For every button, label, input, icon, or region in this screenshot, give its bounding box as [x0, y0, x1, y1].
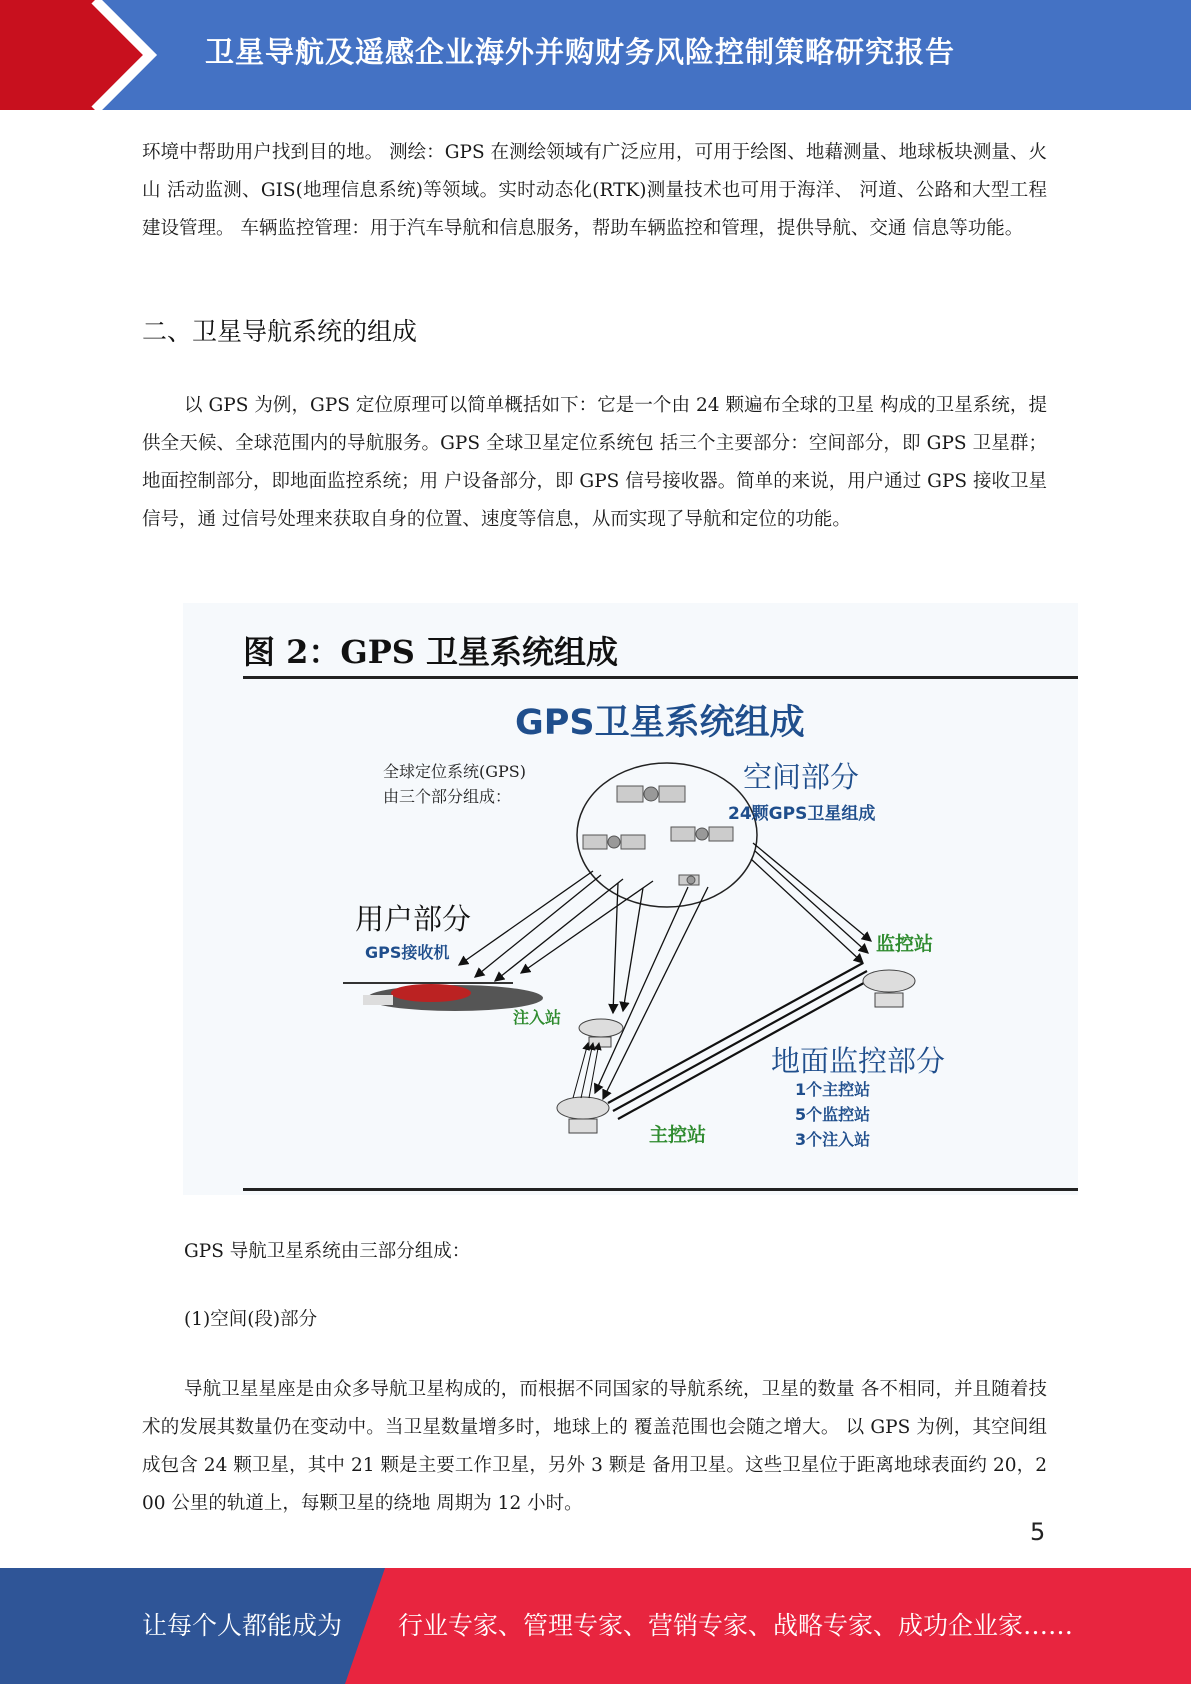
page-number: 5 [1030, 1518, 1046, 1546]
figure-bottom-rule [243, 1188, 1078, 1191]
injection-station-label: 注入站 [513, 1008, 562, 1027]
gps-diagram-graphics [183, 603, 1078, 1195]
paragraph-gps-principle: 以 GPS 为例，GPS 定位原理可以简单概括如下：它是一个由 24 颗遍布全球的卫星 构成的卫星系统，提供全天候、全球范围内的导航服务。GPS 全球卫星定位系统包 括三个主要部分：空间部分，即 GPS 卫星群；地面控制部分，即地面监控系统；用 户设备部分，即 GPS 信号接收器。简单的来说，用户通过 GPS 接收卫星信号，通 过信号处理来获取自身的位置、速度等信息，从而实现了导航和定位的功能。 [142, 395, 1047, 530]
footer-slogan-left: 让每个人都能成为 [142, 1611, 343, 1640]
space-segment-subtitle: 24颗GPS卫星组成 [728, 804, 876, 824]
ground-segment-title: 地面监控部分 [771, 1044, 946, 1078]
figure-note [383, 759, 526, 809]
paragraph-applications: 环境中帮助用户找到目的地。 测绘：GPS 在测绘领域有广泛应用，可用于绘图、地藉测量、地球板块测量、火山 活动监测、GIS(地理信息系统)等领域。实时动态化(RTK)测量技术也可用于海洋、 河道、公路和大型工程建设管理。 车辆监控管理：用于汽车导航和信息服务，帮助车辆监控和管理，提供导航、交通 信息等功能。 [142, 142, 1047, 239]
ground-segment-item: 5个监控站 [795, 1105, 871, 1124]
paragraph-space-segment-heading: (1)空间(段)部分 [184, 1309, 318, 1330]
figure-note-line: 由三个部分组成： [383, 787, 512, 806]
master-station-dish-icon [557, 1097, 609, 1133]
user-segment-title: 用户部分 [355, 902, 472, 936]
page-footer [0, 1568, 1191, 1684]
paragraph-constellation: 导航卫星星座是由众多导航卫星构成的，而根据不同国家的导航系统，卫星的数量 各不相同，并且随着技术的发展其数量仍在变动中。当卫星数量增多时，地球上的 覆盖范围也会随之增大。 以 GPS 为例，其空间组成包含 24 颗卫星，其中 21 颗是主要工作卫星，另外 3 颗是 备用卫星。这些卫星位于距离地球表面约 20，200 公里的轨道上，每颗卫星的绕地 周期为 12 小时。 [142, 1379, 1047, 1514]
page-header [0, 0, 1191, 110]
paragraph-three-parts: GPS 导航卫星系统由三部分组成： [184, 1241, 471, 1262]
user-segment-subtitle: GPS接收机 [365, 943, 450, 962]
footer-slogan-right: 行业专家、管理专家、营销专家、战略专家、成功企业家…… [398, 1611, 1074, 1640]
gps-system-figure [183, 603, 1078, 1195]
figure-heading: GPS卫星系统组成 [515, 703, 805, 743]
figure-note-line: 全球定位系统(GPS) [383, 762, 526, 781]
section-heading: 二、卫星导航系统的组成 [142, 317, 418, 346]
figure-label: 图 2：GPS 卫星系统组成 [243, 633, 619, 671]
monitor-station-label: 监控站 [876, 933, 934, 955]
header-arrow-decoration [0, 0, 160, 110]
header-title: 卫星导航及遥感企业海外并购财务风险控制策略研究报告 [205, 35, 956, 69]
space-segment-title: 空间部分 [743, 760, 860, 794]
satellite-icon [583, 786, 733, 885]
ground-segment-item: 3个注入站 [795, 1130, 871, 1149]
monitor-station-dish-icon [863, 970, 915, 1007]
master-station-label: 主控站 [649, 1124, 707, 1146]
injection-station-dish-icon [579, 1019, 623, 1047]
ground-segment-item: 1个主控站 [795, 1080, 871, 1099]
